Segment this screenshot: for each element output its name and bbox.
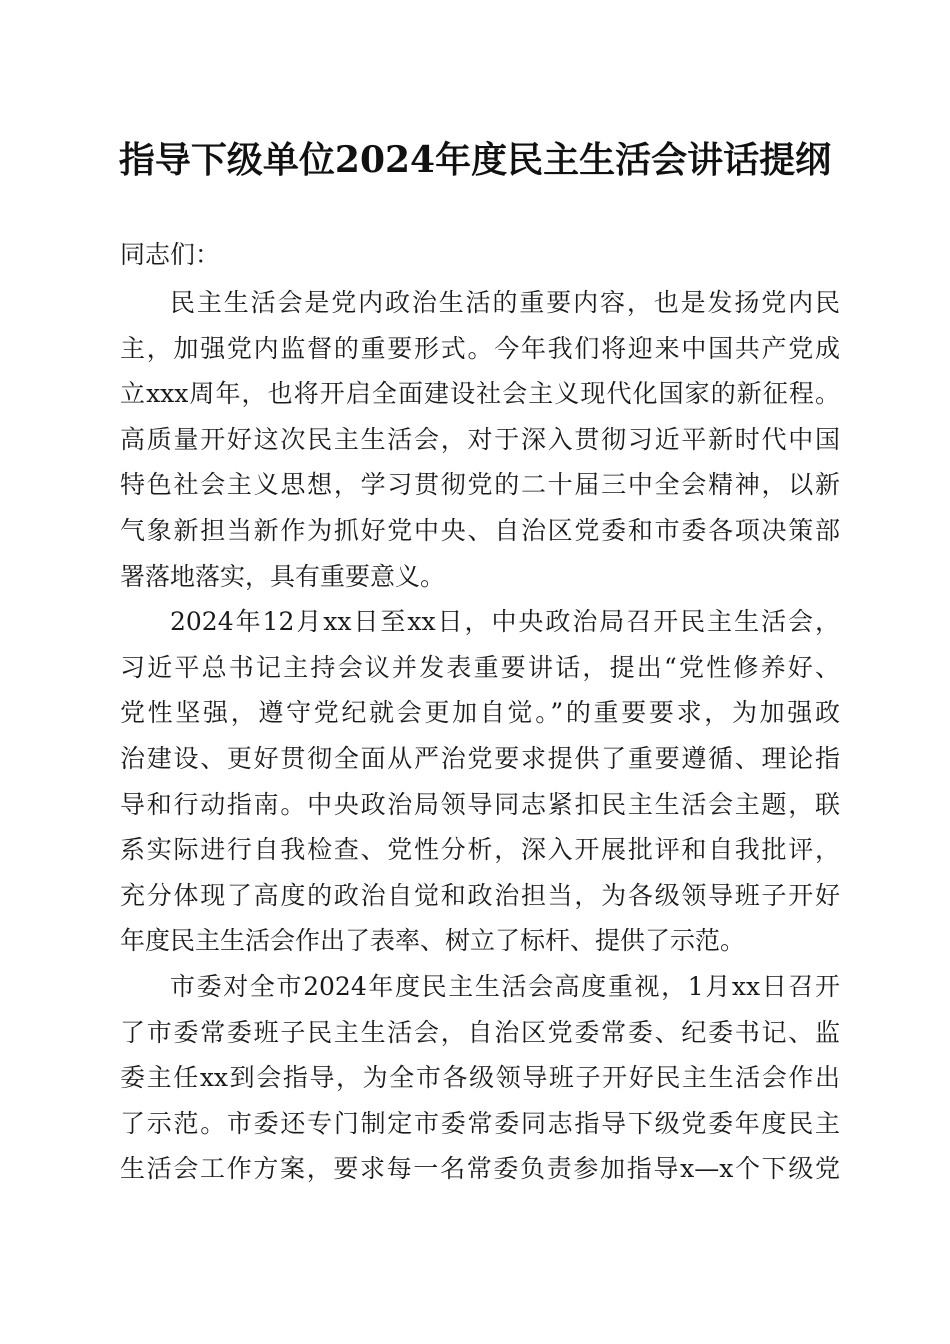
paragraph-2	[120, 599, 840, 964]
paragraph-line: 民主生活会是党内政治生活的重要内容，也是发扬党内民	[170, 288, 840, 317]
paragraph-line: 生活会工作方案，要求每一名常委负责参加指导x—x个下级党	[120, 1154, 840, 1184]
paragraph-line: 充分体现了高度的政治自觉和政治担当，为各级领导班子开好	[120, 880, 840, 910]
paragraph-line: 高质量开好这次民主生活会，对于深入贯彻习近平新时代中国	[120, 424, 840, 454]
paragraph-line: 了示范。市委还专门制定市委常委同志指导下级党委年度民主	[120, 1108, 840, 1138]
paragraph-line: 2024年12月xx日至xx日，中央政治局召开民主生活会，	[170, 607, 840, 637]
paragraph-line: 特色社会主义思想，学习贯彻党的二十届三中全会精神，以新	[120, 470, 840, 500]
paragraph-3	[120, 964, 840, 1192]
paragraph-line: 主，加强党内监督的重要形式。今年我们将迎来中国共产党成	[120, 333, 840, 363]
paragraph-line: 习近平总书记主持会议并发表重要讲话，提出“党性修养好、	[120, 652, 840, 682]
document-body	[120, 229, 840, 1192]
paragraph-line: 年度民主生活会作出了表率、树立了标杆、提供了示范。	[120, 926, 746, 956]
paragraph-1	[120, 280, 840, 599]
document-title: 指导下级单位2024年度民主生活会讲话提纲	[118, 139, 832, 181]
paragraph-line: 系实际进行自我检查、党性分析，深入开展批评和自我批评，	[120, 835, 840, 865]
paragraph-line: 治建设、更好贯彻全面从严治党要求提供了重要遵循、理论指	[120, 743, 840, 773]
paragraph-line: 立xxx周年，也将开启全面建设社会主义现代化国家的新征程。	[120, 379, 840, 409]
paragraph-line: 导和行动指南。中央政治局领导同志紧扣民主生活会主题，联	[120, 789, 840, 819]
paragraph-line: 署落地落实，具有重要意义。	[120, 561, 446, 591]
paragraph-line: 市委对全市2024年度民主生活会高度重视，1月xx日召开	[170, 971, 840, 1001]
paragraph-line: 党性坚强，遵守党纪就会更加自觉。”的重要要求，为加强政	[120, 698, 840, 728]
paragraph-line: 委主任xx到会指导，为全市各级领导班子开好民主生活会作出	[120, 1063, 840, 1093]
salutation: 同志们：	[120, 240, 221, 269]
paragraph-line: 了市委常委班子民主生活会，自治区党委常委、纪委书记、监	[120, 1017, 840, 1047]
paragraph-line: 气象新担当新作为抓好党中央、自治区党委和市委各项决策部	[120, 515, 840, 545]
